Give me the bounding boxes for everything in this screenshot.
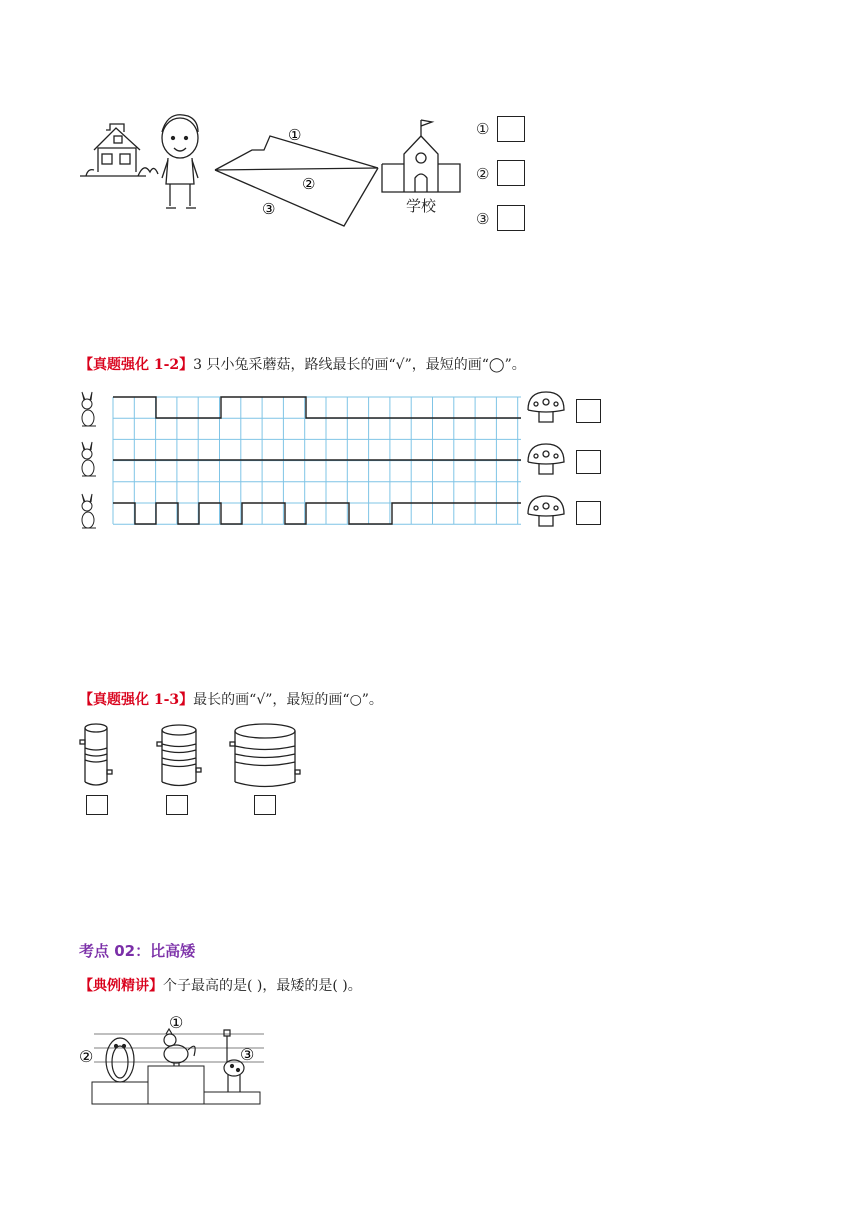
answer-box-2[interactable] bbox=[497, 160, 525, 186]
question-tag: 【真题强化 1-2】 bbox=[79, 357, 194, 373]
mushroom-icon bbox=[528, 392, 564, 422]
route-label-3: ③ bbox=[262, 200, 276, 218]
rabbit-answer-box-2[interactable] bbox=[576, 450, 601, 474]
question-tag: 【典例精讲】 bbox=[79, 978, 163, 994]
route-label-2: ② bbox=[302, 175, 316, 193]
school-label: 学校 bbox=[406, 197, 437, 215]
question-text: 3 只小兔采蘑菇，路线最长的画“√”，最短的画“◯”。 bbox=[193, 357, 526, 373]
mushroom-icon bbox=[528, 496, 564, 526]
question-text: 最长的画“√”，最短的画“○”。 bbox=[193, 692, 383, 708]
house-icon bbox=[80, 124, 158, 176]
rabbit-answer-box-3[interactable] bbox=[576, 501, 601, 525]
question-tag: 【真题强化 1-3】 bbox=[79, 692, 194, 708]
height-illustration bbox=[76, 1010, 276, 1110]
roll-answer-box-2[interactable] bbox=[166, 795, 188, 815]
rabbit-path-1 bbox=[113, 397, 521, 418]
rabbit-icon bbox=[82, 442, 96, 476]
answer-label-1: ① bbox=[476, 120, 490, 138]
example-question bbox=[79, 975, 362, 995]
roll-answer-box-3[interactable] bbox=[254, 795, 276, 815]
question-text: 个子最高的是( )，最矮的是( )。 bbox=[163, 978, 362, 994]
rabbit-path-3 bbox=[113, 503, 521, 524]
height-label-1: ① bbox=[169, 1013, 184, 1032]
height-label-2: ② bbox=[79, 1047, 94, 1066]
school-icon bbox=[382, 120, 460, 192]
roll-icon bbox=[80, 724, 112, 785]
answer-label-2: ② bbox=[476, 165, 490, 183]
answer-box-3[interactable] bbox=[497, 205, 525, 231]
answer-box-1[interactable] bbox=[497, 116, 525, 142]
route-illustration bbox=[76, 108, 476, 238]
roll-icon bbox=[157, 725, 201, 786]
boy-icon bbox=[162, 115, 198, 208]
section-title: 考点 02：比高矮 bbox=[79, 942, 196, 960]
roll-icon bbox=[230, 724, 300, 787]
mushroom-icon bbox=[528, 444, 564, 474]
height-label-3: ③ bbox=[240, 1045, 255, 1064]
rabbit-answer-box-1[interactable] bbox=[576, 399, 601, 423]
rabbit-grid bbox=[76, 390, 616, 530]
rooster-icon bbox=[164, 1029, 195, 1066]
rabbit-icon bbox=[82, 494, 96, 528]
roll-answer-box-1[interactable] bbox=[86, 795, 108, 815]
route-label-1: ① bbox=[288, 126, 302, 144]
penguin-icon bbox=[106, 1038, 134, 1082]
rabbit-icon bbox=[82, 392, 96, 426]
question-1-3 bbox=[79, 689, 383, 709]
routes bbox=[215, 136, 378, 226]
answer-label-3: ③ bbox=[476, 210, 490, 228]
question-1-2 bbox=[79, 354, 526, 374]
rolls-illustration bbox=[76, 718, 316, 793]
